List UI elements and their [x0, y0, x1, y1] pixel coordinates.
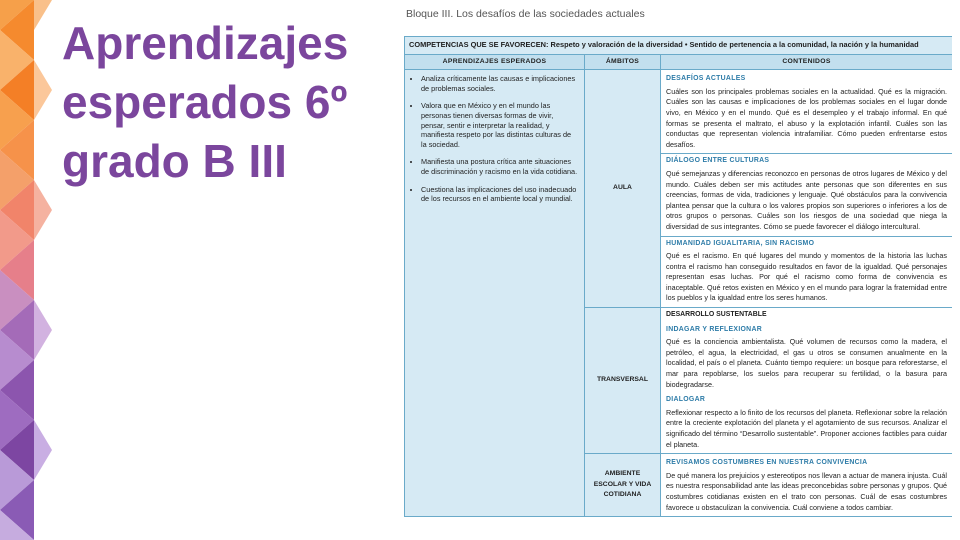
- dialogo-text: Qué semejanzas y diferencias reconozco en personas de otros lugares de México y del mundo. Cuáles deben ser mis actitudes ante personas que son diferentes en sus creencias, formas de vida, tradiciones y lenguaje. Qué obstáculos para la convivencia plantea pensar que la cultura o los valores propios son superiores o inferiores a los de otros grupos o personas. Cuáles son los riesgos de una sociedad que niega la diversidad de sus integrantes. Cómo se puede favorecer el diálogo intercultural.: [666, 168, 948, 231]
- ambiente-contenidos: [661, 454, 953, 517]
- ambito-aula: AULA: [585, 70, 661, 308]
- title-line-2: esperados 6º: [62, 76, 348, 128]
- header-ambitos: ÁMBITOS: [585, 54, 661, 70]
- dialogar-text: Reflexionar respecto a lo finito de los recursos del planeta. Reflexionar sobre la relación entre la creciente explotación del planeta y el agotamiento de sus recursos. Analizar el significado del término “Desarrollo sustentable”. Proponer acciones factibles para cuidar el planeta.: [666, 407, 948, 449]
- transversal-contenidos: [661, 308, 953, 454]
- header-row: [405, 54, 953, 70]
- aprendizaje-item: • Manifiesta una postura crítica ante situaciones de discriminación y racismo en la vida cotidiana.: [421, 157, 578, 176]
- page-title: [62, 14, 382, 191]
- humanidad-heading: HUMANIDAD IGUALITARIA, SIN RACISMO: [666, 239, 815, 247]
- aprendizaje-item: • Valora que en México y en el mundo las personas tienen diversas formas de vivir, pensar, sentir e interpretar la realidad, y manifiesta respeto por las distintas culturas de la sociedad.: [421, 101, 578, 149]
- aprendizaje-item: • Cuestiona las implicaciones del uso inadecuado de los recursos en el ambiente local y mundial.: [421, 185, 578, 204]
- aprendizajes-cell: [405, 70, 585, 517]
- aprendizaje-item: • Analiza críticamente las causas e implicaciones de problemas sociales.: [421, 74, 578, 93]
- ambito-transversal: TRANSVERSAL: [585, 308, 661, 454]
- competencias-text: COMPETENCIAS QUE SE FAVORECEN: Respeto y valoración de la diversidad • Sentido de pertenencia a la comunidad, la nación y la humanidad: [405, 37, 953, 55]
- ambito-ambiente: AMBIENTE ESCOLAR Y VIDA COTIDIANA: [585, 454, 661, 517]
- indagar-heading: INDAGAR Y REFLEXIONAR: [666, 325, 763, 333]
- curriculum-table: [404, 36, 952, 517]
- aprendizajes-list: [411, 74, 578, 204]
- aula-contenidos: [661, 70, 953, 308]
- header-aprendizajes: APRENDIZAJES ESPERADOS: [405, 54, 585, 70]
- revisamos-heading: REVISAMOS COSTUMBRES EN NUESTRA CONVIVENCIA: [666, 459, 868, 467]
- dialogo-heading: DIÁLOGO ENTRE CULTURAS: [666, 157, 770, 165]
- decorative-triangles-border: [0, 0, 52, 540]
- desafios-text: Cuáles son los principales problemas sociales en la actualidad. Qué es la migración. Cuáles son las causas e implicaciones de los problemas sociales en el lugar donde vivo, en México y en el mundo. Qué es el desempleo y el trabajo informal. En qué formas se presenta el maltrato, el abuso y la explotación infantil. Cuáles son las conductas que representan violencia intrafamiliar. Cómo pueden enfrentarse estos desafíos.: [666, 86, 948, 149]
- revisamos-text: De qué manera los prejuicios y estereotipos nos llevan a actuar de manera injusta. Cuál es nuestra responsabilidad ante las ideas preconcebidas sobre personas y grupos. Qué costumbres cotidianas existen en el trato con personas. Cuál de esas costumbres favorece u obstaculizan la convivencia. Cuál conviene a todos cambiar.: [666, 470, 948, 512]
- bloque-title: Bloque III. Los desafíos de las sociedades actuales: [406, 8, 645, 20]
- title-line-1: Aprendizajes: [62, 17, 349, 69]
- header-contenidos: CONTENIDOS: [661, 54, 953, 70]
- curriculum-document: [404, 6, 952, 540]
- indagar-text: Qué es la conciencia ambientalista. Qué volumen de recursos como la madera, el petróleo, el agua, la electricidad, el gas u otros se consumen anualmente en la localidad, el país o el planeta. Cuánto tiempo requiere: un bosque para reforestarse, el mar para repoblarse, los suelos para recuperar su fertilidad, o la basura para biodegradarse.: [666, 337, 948, 389]
- desarrollo-heading: DESARROLLO SUSTENTABLE: [666, 311, 767, 319]
- title-line-3: grado B III: [62, 135, 287, 187]
- aula-row: [405, 70, 953, 308]
- competencias-row: [405, 37, 953, 55]
- humanidad-text: Qué es el racismo. En qué lugares del mundo y momentos de la historia las luchas contra el racismo han conseguido resultados en favor de la igualdad. Qué personajes representan esas luchas. Por qué el racismo como forma de convivencia es inaceptable. Qué retos existen en México y en el mundo para lograr la fraternidad entre los pueblos y la igualdad entre los seres humanos.: [666, 251, 948, 303]
- dialogar-heading: DIALOGAR: [666, 396, 706, 404]
- desafios-heading: DESAFÍOS ACTUALES: [666, 75, 746, 83]
